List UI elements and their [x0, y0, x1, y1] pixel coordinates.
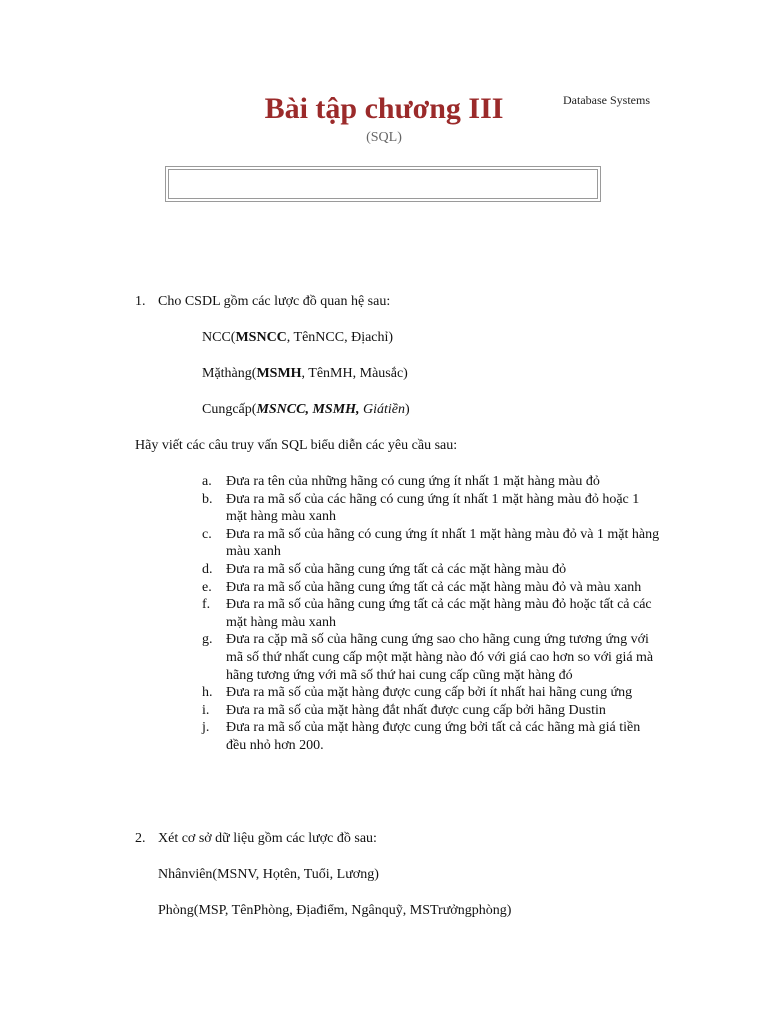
question-item-h	[202, 684, 662, 702]
question-text: Đưa ra mã số của hãng có cung ứng ít nhất 1 mặt hàng màu đỏ và 1 mặt hàng màu xanh	[226, 526, 660, 560]
schema-cungcap-name: Cungcấp(	[202, 402, 257, 417]
question-letter: j.	[202, 720, 210, 736]
question-item-j	[202, 719, 662, 754]
section-2-number: 2.	[135, 831, 146, 846]
question-text: Đưa ra mã số của các hãng có cung ứng ít nhất 1 mặt hàng màu đỏ hoặc 1 mặt hàng màu xanh	[226, 491, 640, 525]
schema-cungcap-close: )	[405, 402, 410, 417]
section-1-intro: Cho CSDL gồm các lược đồ quan hệ sau:	[158, 294, 391, 309]
schema-mathang	[202, 366, 408, 382]
schema-phong: Phòng(MSP, TênPhòng, Địađiểm, Ngânquỹ, MSTrưởngphòng)	[158, 903, 512, 918]
question-item-g	[202, 631, 662, 684]
schema-mathang-rest: , TênMH, Màusắc)	[301, 366, 408, 381]
corner-label: Database Systems	[563, 93, 650, 107]
schema-ncc-key: MSNCC	[235, 330, 287, 345]
question-list	[202, 473, 662, 755]
schema-mathang-key: MSMH	[256, 366, 302, 381]
question-letter: g.	[202, 632, 213, 648]
question-text: Đưa ra mã số của mặt hàng đắt nhất được cung cấp bởi hãng Dustin	[226, 702, 606, 718]
page-title: Bài tập chương III	[264, 92, 504, 125]
schema-cungcap-attr: Giátiền	[363, 402, 406, 417]
question-text: Đưa ra mã số của hãng cung ứng tất cả các mặt hàng màu đỏ hoặc tất cả các mặt hàng màu xanh	[226, 597, 652, 630]
empty-frame-box	[165, 166, 601, 202]
question-item-e	[202, 579, 662, 597]
question-letter: d.	[202, 561, 213, 577]
schema-ncc	[202, 330, 393, 346]
question-item-c	[202, 526, 662, 561]
question-item-i	[202, 702, 662, 720]
question-letter: b.	[202, 491, 213, 507]
question-item-a	[202, 473, 662, 491]
question-letter: f.	[202, 597, 211, 613]
question-text: Đưa ra mã số của mặt hàng được cung ứng bởi tất cả các hãng mà giá tiền đều nhỏ hơn 200.	[226, 720, 641, 753]
question-letter: e.	[202, 579, 212, 595]
section-2-intro: Xét cơ sở dữ liệu gồm các lược đồ sau:	[158, 831, 377, 846]
question-text: Đưa ra cặp mã số của hãng cung ứng sao cho hãng cung ứng tương ứng với mã số thứ nhất cung cấp một mặt hàng nào đó với giá cao hơn so với giá mà hãng tương ứng với mã số thứ hai cung cấp cũng mặt hàng đó	[226, 632, 654, 683]
schema-ncc-rest: , TênNCC, Địachỉ)	[286, 330, 394, 345]
question-item-f	[202, 596, 662, 631]
schema-cungcap	[202, 402, 410, 418]
question-item-b	[202, 491, 662, 526]
question-letter: i.	[202, 702, 210, 718]
schema-mathang-name: Mặthàng(	[202, 366, 257, 381]
section-1-number: 1.	[135, 294, 146, 309]
question-text: Đưa ra mã số của hãng cung ứng tất cả các mặt hàng màu đỏ và màu xanh	[226, 579, 642, 595]
schema-cungcap-key: MSNCC, MSMH,	[256, 402, 364, 417]
schema-ncc-name: NCC(	[202, 330, 236, 345]
question-text: Đưa ra tên của những hãng có cung ứng ít nhất 1 mặt hàng màu đỏ	[226, 474, 600, 489]
question-letter: c.	[202, 526, 212, 542]
question-letter: h.	[202, 685, 213, 701]
question-text: Đưa ra mã số của hãng cung ứng tất cả các mặt hàng màu đỏ	[226, 561, 567, 577]
question-text: Đưa ra mã số của mặt hàng được cung cấp bởi ít nhất hai hãng cung ứng	[226, 685, 633, 701]
schema-nhanvien: Nhânviên(MSNV, Họtên, Tuổi, Lương)	[158, 867, 379, 882]
page-subtitle: (SQL)	[366, 130, 402, 145]
section-1-instruction: Hãy viết các câu truy vấn SQL biểu diễn các yêu cầu sau:	[135, 438, 458, 453]
question-item-d	[202, 561, 662, 579]
empty-frame-box-inner	[168, 169, 598, 199]
question-letter: a.	[202, 474, 212, 489]
